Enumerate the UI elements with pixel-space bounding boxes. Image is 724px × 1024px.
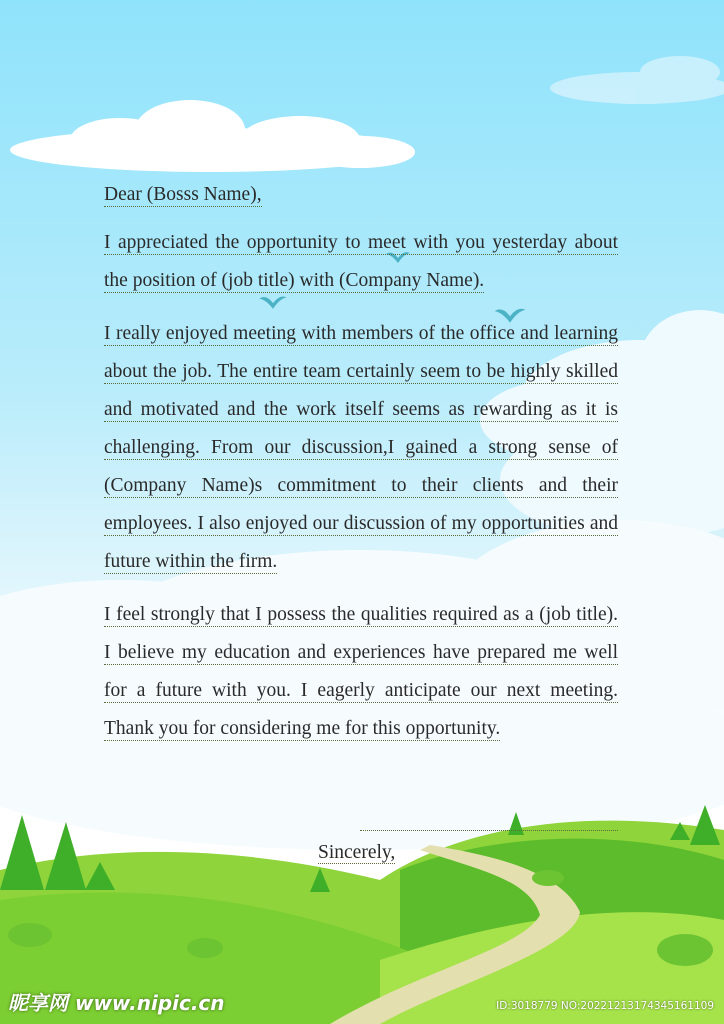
paragraph-1-text: I appreciated the opportunity to meet with you yesterday about the position of (job title) with (Company Name).	[104, 232, 618, 291]
site-watermark-logo: 昵享网 www.nipic.cn	[8, 991, 225, 1015]
letter-body	[104, 176, 618, 763]
signature-line	[360, 830, 618, 831]
cloud-top-left	[10, 100, 415, 172]
salutation-text: Dear (Bosss Name),	[104, 184, 262, 205]
paragraph-2-text: I really enjoyed meeting with members of the office and learning about the job. The entire team certainly seem to be highly skilled and motivated and the work itself seems as rewarding as it is challenging. From our discussion,I gained a strong sense of (Company Name)s commitment to their clients and their employees. I also enjoyed our discussion of my opportunities and future within the firm.	[104, 323, 618, 572]
salutation	[104, 176, 618, 214]
paragraph-2	[104, 315, 618, 581]
image-id-label: ID:3018779 NO:20221213174345161109	[496, 1000, 714, 1012]
closing-text: Sincerely,	[318, 842, 396, 863]
closing	[318, 842, 395, 864]
paragraph-3	[104, 596, 618, 748]
paragraph-1	[104, 224, 618, 300]
paragraph-3-text: I feel strongly that I possess the qualities required as a (job title). I believe my education and experiences have prepared me well for a future with you. I eagerly anticipate our next meeting. Thank you for considering me for this opportunity.	[104, 604, 618, 739]
